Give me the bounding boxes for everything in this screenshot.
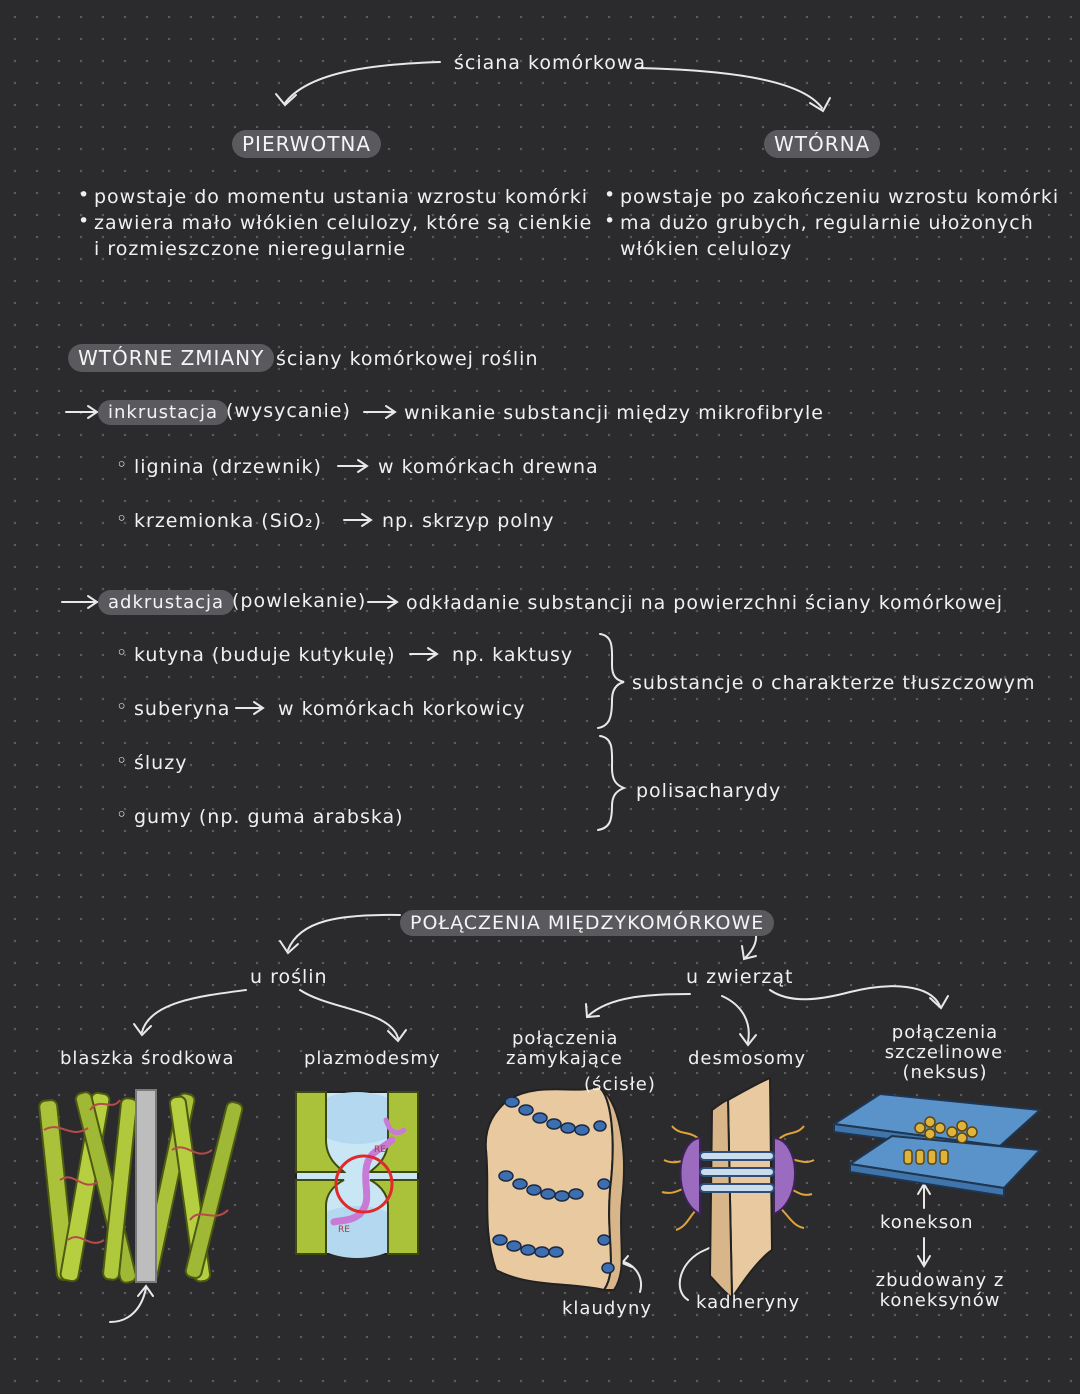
plasmodesmata-label: plazmodesmy [304,1048,441,1069]
bullet-dot: ◦ [116,454,129,476]
er-label-bottom: RE [338,1225,350,1235]
plants-label: u roślin [250,966,328,988]
gap-junction-label-1: połączenia [891,1022,999,1043]
tight-junction-label-1: połączenia [512,1028,619,1049]
secondary-changes-label: WTÓRNE ZMIANY [68,344,274,372]
gap-junction-illustration [834,1094,1040,1196]
adcrustation-item-2: suberyna [134,698,231,720]
gap-junction-label-3: (neksus) [902,1062,988,1083]
bullet-dot: • [78,210,91,232]
adcrustation-item-1-desc: np. kaktusy [452,644,574,666]
adcrustation-item-1: kutyna (buduje kutykulę) [134,644,396,666]
primary-wall-label: PIERWOTNA [232,130,381,158]
gap-junction-label-2: szczelinowe [884,1042,1004,1063]
adcrustation-item-3: śluzy [134,752,188,774]
primary-bullet-1: powstaje do momentu ustania wzrostu komórki [94,186,589,208]
connexin-label-2: koneksynów [879,1290,1001,1311]
bullet-dot: • [78,184,91,206]
claudin-label: klaudyny [562,1298,653,1319]
secondary-bullet-1: powstaje po zakończeniu wzrostu komórki [620,186,1060,208]
bullet-dot: • [604,210,617,232]
adcrustation-item-4: gumy (np. guma arabska) [134,806,404,828]
incrustation-paren: (wysycanie) [226,400,351,422]
cadherin-label: kadheryny [696,1292,801,1313]
primary-bullet-2: zawiera mało włókien celulozy, które są cienkie [94,212,593,234]
animals-label: u zwierząt [686,966,794,988]
bullet-dot: ◦ [116,642,129,664]
incrustation-item-2-desc: np. skrzyp polny [382,510,555,532]
secondary-bullet-3: włókien celulozy [620,238,793,260]
adcrustation-paren: (powlekanie) [232,590,367,612]
tight-junction-label-2: zamykające [506,1048,623,1069]
bullet-dot: ◦ [116,750,129,772]
secondary-bullet-2: ma dużo grubych, regularnie ułożonych [620,212,1034,234]
cell-wall-title: ściana komórkowa [454,52,647,74]
group-fatty-label: substancje o charakterze tłuszczowym [632,672,1036,694]
secondary-wall-label: WTÓRNA [764,130,880,158]
middle-lamella-label: blaszka środkowa [60,1048,235,1069]
tight-junction-illustration [486,1086,624,1290]
adcrustation-item-2-desc: w komórkach korkowicy [278,698,526,720]
tight-junction-label-3: (ścisłe) [584,1074,656,1095]
middle-lamella-illustration [39,1090,244,1284]
junctions-title: POŁĄCZENIA MIĘDZYKOMÓRKOWE [400,910,774,936]
desmosome-illustration [662,1078,814,1298]
connexin-label-1: zbudowany z [875,1270,1005,1291]
secondary-changes-title: ściany komórkowej roślin [276,348,539,370]
bullet-dot: ◦ [116,804,129,826]
incrustation-term: inkrustacja [98,400,228,425]
incrustation-item-1-desc: w komórkach drewna [378,456,599,478]
group-polysaccharides-label: polisacharydy [636,780,782,802]
incrustation-item-2: krzemionka (SiO₂) [134,510,323,532]
incrustation-desc: wnikanie substancji między mikrofibryle [404,402,824,424]
bullet-dot: • [604,184,617,206]
incrustation-item-1: lignina (drzewnik) [134,456,322,478]
adcrustation-desc: odkładanie substancji na powierzchni ściany komórkowej [406,592,1004,614]
er-label-top: RE [374,1145,386,1155]
primary-bullet-3: i rozmieszczone nieregularnie [94,238,407,260]
bullet-dot: ◦ [116,508,129,530]
bullet-dot: ◦ [116,696,129,718]
desmosome-label: desmosomy [688,1048,807,1069]
adcrustation-term: adkrustacja [98,590,234,615]
plasmodesmata-illustration [296,1092,418,1258]
connexon-label: konekson [880,1212,974,1233]
